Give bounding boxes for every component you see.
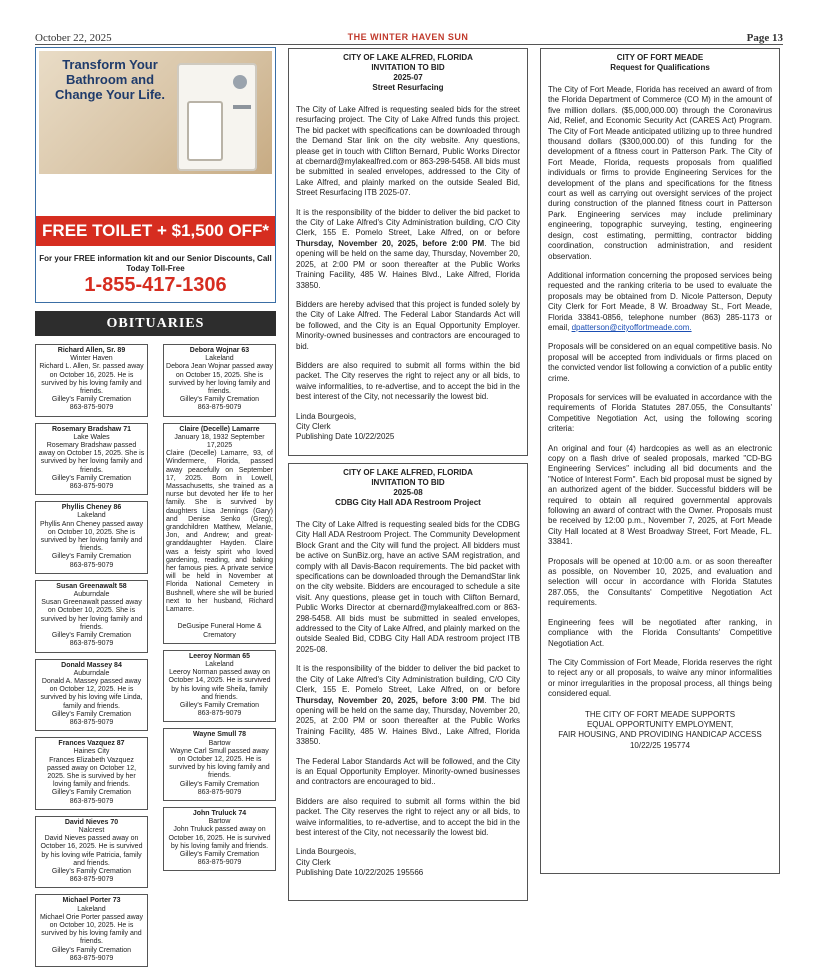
obituary-name: Donald Massey 84 xyxy=(61,661,122,669)
notice-paragraph: The City Commission of Fort Meade, Florida reserves the right to reject any or all proposals, to waive any minor informalities or minor irregularities in the proposal process, all things being considered equal. xyxy=(548,657,772,699)
obituary-body: Debora Jean Wojnar passed away on October 15, 2025. She is survived by her loving family and friends. xyxy=(166,363,273,396)
obituary-place: Lakeland xyxy=(77,905,106,913)
obituary-name: Phyllis Cheney 86 xyxy=(61,504,122,512)
contact-email-link[interactable]: dpatterson@cityoffortmeade.com. xyxy=(571,322,692,332)
ad-phone-number: 1-855-417-1306 xyxy=(84,274,227,296)
notice-title xyxy=(548,53,772,73)
obituary-body: Claire (Decelle) Lamarre, 93, of Windermere, Florida, passed away peacefully on September 17, 2025. Born in Lowell, Massachusetts, she trained as a nurse but devoted her life to her family. She is survived by daughters Lisa Jennings (Gary) and Denise Senko (Greg); grandchildren Matthew, Melanie, Jon, and Andrew; and great-granddaughter Hayden. Claire was a feisty spirit who loved gardening, reading, and baking her famous pies. A private service will be held in November at Florida National Cemetery in Bushnell, where she will be buried next to her husband, Richard Lamarre. xyxy=(166,450,273,614)
safestep-ad xyxy=(35,47,276,303)
lake-alfred-itb-2025-07 xyxy=(288,48,528,456)
obituary-name: Susan Greenawalt 58 xyxy=(56,582,127,590)
notice-paragraph: Bidders are also required to submit all forms within the bid packet. The City reserves the right to reject any or all bids, to waive informalities, to re-advertise, and to accept the bid in the best interest of the City, not necessarily the lowest bid. xyxy=(296,360,520,402)
obituary-funeral-home: Gilley's Family Cremation xyxy=(51,867,132,875)
obituary-phone: 863-875-9079 xyxy=(69,483,114,491)
obituary-entry xyxy=(35,580,148,653)
page-number: Page 13 xyxy=(746,32,783,44)
title-line: Request for Qualifications xyxy=(610,63,710,72)
obituary-phone: 863-875-9079 xyxy=(69,797,114,805)
obituary-funeral-home: Gilley's Family Cremation xyxy=(51,396,132,404)
title-line: CITY OF FORT MEADE xyxy=(616,53,704,62)
title-line: CITY OF LAKE ALFRED, FLORIDA xyxy=(343,53,473,62)
obituary-name: Claire (Decelle) Lamarre xyxy=(179,425,260,433)
obituary-place: Haines City xyxy=(73,748,110,756)
obituary-place: Lake Wales xyxy=(73,433,110,441)
obituary-place: Lakeland xyxy=(77,512,106,520)
obituary-entry xyxy=(35,344,148,417)
obituary-name: Leeroy Norman 65 xyxy=(188,652,251,660)
obituary-place: Bartow xyxy=(208,818,231,826)
obituary-name: David Nieves 70 xyxy=(64,818,119,826)
notice-paragraph: Bidders are hereby advised that this project is funded solely by the City of Lake Alfred. The Federal Labor Standards Act will be followed, and the City is an Equal Opportunity Employer. Minority-owned businesses and contractors are encouraged to bid. xyxy=(296,299,520,351)
obituary-entry xyxy=(35,737,148,810)
ad-offer-banner: FREE TOILET + $1,500 OFF* xyxy=(36,216,275,246)
sig-line: Publishing Date 10/22/2025 xyxy=(296,432,395,442)
obituary-funeral-home: Gilley's Family Cremation xyxy=(51,474,132,482)
title-line: CITY OF LAKE ALFRED, FLORIDA xyxy=(343,468,473,477)
title-line: INVITATION TO BID xyxy=(371,63,445,72)
obituary-body: John Truluck passed away on October 16, 2025. He is survived by his loving family and friends. xyxy=(168,826,271,850)
text-span: It is the responsibility of the bidder to deliver the bid packet to the City of Lake Alfred's City Administration building, C/O City Clerk, 155 E. Pomelo Street, Lake Alfred, on or before xyxy=(296,664,520,695)
obituaries-left-column xyxy=(35,344,148,973)
text-span: It is the responsibility of the bidder to deliver the bid packet to the City of Lake Alfred's City Administration building, C/O City Clerk, 155 E. Pomelo Street, Lake Alfred, on or before xyxy=(296,207,520,238)
obituary-name: John Truluck 74 xyxy=(192,809,247,817)
obituary-name: Michael Porter 73 xyxy=(62,897,121,905)
obituary-name: Debora Wojnar 63 xyxy=(189,347,250,354)
obituary-dates: January 18, 1932 September 17,2025 xyxy=(174,433,265,450)
obituary-body: Donald A. Massey passed away on October 12, 2025. He is survived by his loving wife Linda, family and friends. xyxy=(40,677,143,710)
obituary-entry xyxy=(163,423,276,644)
text-span: . The bid opening will be held on the same day, Thursday, November 20, 2025, at 2:00 PM or soon thereafter at the Public Works Training Facility, 485 W. Haines Blvd., Lake Alfred, Florida 33850. xyxy=(296,238,520,290)
text-span: . The bid opening will be held on the same day, Thursday, November 20, 2025, at 2:00 PM or soon thereafter at the Public Works Training Facility, 485 W. Haines Blvd., Lake Alfred, Florida 33850. xyxy=(296,695,520,747)
sig-line: Linda Bourgeois, xyxy=(296,411,357,421)
obituary-body: Richard L. Allen, Sr. passed away on October 16, 2025. He is survived by his loving family and friends. xyxy=(39,363,144,396)
page-header xyxy=(0,0,816,44)
obituary-body: Rosemary Bradshaw passed away on October 15, 2025. She is survived by her loving family and friends. xyxy=(38,442,145,474)
grab-rail xyxy=(233,105,251,109)
obituary-place: Winter Haven xyxy=(70,355,113,363)
notice-paragraph: The City of Fort Meade, Florida has received an award of from the Florida Department of Commerce (CO M) in the amount of five million dollars. ($5,000,000.00) through the Coronavirus Aid, Relief, and Economic Security Act (CARES Act) Program. The City of Fort Meade anticipated utilizing up to three hundred thousand dollars ($300,000.00) of this funding for the development of a fitness court in Patterson Park. The City of Fort Meade, Florida, requests proposals from qualified individuals or firms to provide Engineering Services for the development of the plans and specifications for the fitness court as well as carrying out oversight services of the project during construction of the planned fitness court in Patterson Park. Engineering services may include preliminary engineering, topographic surveying, testing, engineering design, cost estimating, permitting, contractor bidding coordination, construction administration, and resident observation. xyxy=(548,85,772,261)
obituary-funeral-home: Gilley's Family Cremation xyxy=(51,710,132,718)
notice-paragraph: Proposals for services will be evaluated in accordance with the requirements of Florida Statutes 287.055, the Consultants' Competitive Negotiation Act, using the following scoring criteria: xyxy=(548,392,772,434)
obituary-funeral-home: Gilley's Family Cremation xyxy=(51,789,132,797)
deadline-text: Thursday, November 20, 2025, before 2:00 PM xyxy=(296,238,485,248)
obituary-funeral-home: Gilley's Family Cremation xyxy=(179,850,260,858)
obituary-phone: 863-875-9079 xyxy=(197,710,242,718)
obituary-body: Leeroy Norman passed away on October 14, 2025. He is survived by his loving wife Sheila, family and friends. xyxy=(168,669,271,701)
obituary-phone: 863-875-9079 xyxy=(197,859,242,867)
obituary-place: Auburndale xyxy=(73,669,110,677)
obituary-entry xyxy=(163,728,276,801)
obituary-body: Frances Elizabeth Vazquez passed away on October 12, 2025. She is survived by her loving family and friends. xyxy=(46,756,137,789)
obituary-funeral-home: Gilley's Family Cremation xyxy=(51,946,132,954)
sig-line: Linda Bourgeois, xyxy=(296,847,357,857)
notice-paragraph xyxy=(548,271,772,333)
paper-title: THE WINTER HAVEN SUN xyxy=(347,32,469,42)
obituary-entry xyxy=(163,650,276,723)
obituary-phone: 863-875-9079 xyxy=(197,788,242,796)
obituary-funeral-home: Gilley's Family Cremation xyxy=(51,632,132,640)
title-line: INVITATION TO BID xyxy=(371,478,445,487)
ad-headline: Transform Your Bathroom and Change Your Life. xyxy=(54,57,166,102)
header-rule xyxy=(35,44,783,45)
obituaries-right-column xyxy=(163,344,276,877)
obituary-entry xyxy=(35,501,148,574)
notice-paragraph: The City of Lake Alfred is requesting sealed bids for the street resurfacing project. The City of Lake Alfred funds this project. The bid packet with specifications can be downloaded through the Demand Star link on the city website. Any questions, please get in touch with Clifton Bernard, Public Works Director at cbernard@mylakealfred.com or 863-298-5458. All bids must be submitted in sealed envelopes, addressed to the City of Lake Alfred, and plainly marked on the outside Sealed Bid, Street Resurfacing ITB 2025-07. xyxy=(296,105,520,198)
lake-alfred-itb-2025-08 xyxy=(288,463,528,901)
notice-paragraph: Engineering fees will be negotiated after ranking, in compliance with the Florida Consultants' Competitive Negotiation Act. xyxy=(548,617,772,648)
obituary-funeral-home: Gilley's Family Cremation xyxy=(51,553,132,561)
obituary-phone: 863-875-9079 xyxy=(69,404,114,412)
ad-cta-text: For your FREE information kit and our Senior Discounts, Call Today Toll-Free xyxy=(39,254,272,273)
notice-title xyxy=(296,468,520,508)
obituary-place: Auburndale xyxy=(73,591,110,599)
notice-paragraph xyxy=(296,664,520,747)
obituary-phone: 863-875-9079 xyxy=(69,561,114,569)
walk-in-tub-image xyxy=(177,63,257,171)
obituary-phone: 863-875-9079 xyxy=(69,876,114,884)
obituary-funeral-home: Gilley's Family Cremation xyxy=(179,396,260,404)
obituary-body: Phyllis Ann Cheney passed away on October 10, 2025. She is survived by her loving family and friends. xyxy=(39,520,144,553)
sig-line: City Clerk xyxy=(296,857,331,867)
obituary-funeral-home: DeGusipe Funeral Home & Crematory xyxy=(177,623,262,639)
obituary-entry xyxy=(163,344,276,417)
footer-line: THE CITY OF FORT MEADE SUPPORTS xyxy=(584,709,736,719)
obituary-body: Susan Greenawalt passed away on October 10, 2025. She is survived by her loving family and friends. xyxy=(40,599,143,631)
obituary-body: Michael Orie Porter passed away on October 10, 2025. He is survived by his loving family and friends. xyxy=(39,913,144,946)
obituary-name: Richard Allen, Sr. 89 xyxy=(57,347,126,354)
notice-paragraph: Bidders are also required to submit all forms within the bid packet. The City reserves the right to reject any or all bids, to waive informalities, to re-advertise, and to accept the bid in the best interest of the City, not necessarily the lowest bid. xyxy=(296,796,520,837)
obituary-name: Rosemary Bradshaw 71 xyxy=(52,425,131,433)
notice-paragraph xyxy=(296,208,520,291)
notice-paragraph: The City of Lake Alfred is requesting sealed bids for the CDBG City Hall ADA Restroom Project. The Community Development Block Grant and the City will fund the project. All bidders must be active on SunBiz.org, have an active SAM registration, and comply with all Davis-Bacon requirements. The bid packet with specifications can be downloaded through the DemandStar link on the city website. Bidders are encouraged to schedule a site visit. Any questions, please get in touch with Clifton Bernard, Public Works Director at cbernard@mylakealfred.com or 863-298-5458. All bids must be submitted in sealed envelopes, addressed to the City of Lake Alfred, and plainly marked on the outside Sealed Bid, CDBG City Hall ADA restroom project ITB 2025-08. xyxy=(296,520,520,654)
obituaries-heading: OBITUARIES xyxy=(35,311,276,336)
notice-paragraph: An original and four (4) hardcopies as well as an electronic copy on a flash drive of sealed proposals, marked "CD-BG Engineering Services" including all bid documents and the "Notice of Interest Form". Each bid proposal must be signed by an authorized agent of the bidder. Successful bidders will be required to obtain all required governmental approvals following an award of contract with the Owner. Proposals must be received by 12:00 p.m., November 7, 2025, at Fort Meade City Hall located at 8 West Broadway Street, Fort Meade, FL. 33841. xyxy=(548,443,772,547)
tub-tap xyxy=(233,75,247,89)
notice-signature xyxy=(296,847,520,878)
obituary-entry xyxy=(163,807,276,871)
fort-meade-rfq xyxy=(540,48,780,874)
obituary-entry xyxy=(35,659,148,732)
obituary-place: Bartow xyxy=(208,739,231,747)
obituary-place: Lakeland xyxy=(205,355,234,363)
notice-signature xyxy=(296,412,520,443)
obituary-entry xyxy=(35,816,148,889)
obituary-entry xyxy=(35,423,148,496)
sig-line: City Clerk xyxy=(296,421,331,431)
deadline-text: Thursday, November 20, 2025, before 3:00 PM xyxy=(296,695,485,705)
obituary-place: Nalcrest xyxy=(78,826,105,834)
obituary-phone: 863-875-9079 xyxy=(69,954,114,962)
notice-paragraph: Proposals will be opened at 10:00 a.m. or as soon thereafter as possible, on November 10, 2025, and evaluation and selection will occur in accordance with Florida Statutes 287.055, the Consultants' Competitive Negotiation Act requirements. xyxy=(548,556,772,608)
obituary-phone: 863-875-9079 xyxy=(69,640,114,648)
footer-line: FAIR HOUSING, AND PROVIDING HANDICAP ACCESS xyxy=(558,730,762,740)
title-line: CDBG City Hall ADA Restroom Project xyxy=(335,498,481,507)
notice-footer xyxy=(548,710,772,752)
notice-paragraph: The Federal Labor Standards Act will be followed, and the City is an Equal Opportunity Employer. Minority-owned businesses and contractors are encouraged to bid.. xyxy=(296,756,520,787)
tub-door xyxy=(187,101,223,161)
obituary-name: Frances Vazquez 87 xyxy=(58,740,125,748)
obituary-body: Wayne Carl Smull passed away on October 12, 2025. He is survived by his loving family and friends. xyxy=(169,747,270,780)
notice-title xyxy=(296,53,520,93)
notice-paragraph: Proposals will be considered on an equal competitive basis. No proposal will be accepted from individuals or firms placed on the convicted vendor list following a conviction of a public entity crime. xyxy=(548,342,772,383)
obituary-place: Lakeland xyxy=(205,660,234,668)
obituary-phone: 863-875-9079 xyxy=(69,718,114,726)
footer-line: EQUAL OPPORTUNITY EMPLOYMENT, xyxy=(586,719,734,729)
title-line: 2025-08 xyxy=(393,488,423,497)
obituary-name: Wayne Smull 78 xyxy=(192,731,247,739)
obituary-funeral-home: Gilley's Family Cremation xyxy=(179,780,260,788)
obituary-funeral-home: Gilley's Family Cremation xyxy=(179,701,260,709)
obituary-entry xyxy=(35,894,148,967)
text-span: Additional information concerning the proposed services being requested and the ranking criteria to be used to evaluate the proposals may be obtained from D. Nicole Patterson, Deputy City Clerk for Fort Meade, 8 W. Broadway St., Fort Meade, Florida 33841-0856, telephone number (863) 285-1173 or email, xyxy=(548,270,772,332)
title-line: 2025-07 xyxy=(393,73,423,82)
title-line: Street Resurfacing xyxy=(372,83,444,92)
obituary-phone: 863-875-9079 xyxy=(197,404,242,412)
footer-line: 10/22/25 195774 xyxy=(629,740,691,750)
issue-date: October 22, 2025 xyxy=(35,32,112,44)
sig-line: Publishing Date 10/22/2025 195566 xyxy=(296,868,424,878)
obituary-body: David Nieves passed away on October 16, 2025. He is survived by his loving wife Patricia, family and friends. xyxy=(40,835,143,867)
